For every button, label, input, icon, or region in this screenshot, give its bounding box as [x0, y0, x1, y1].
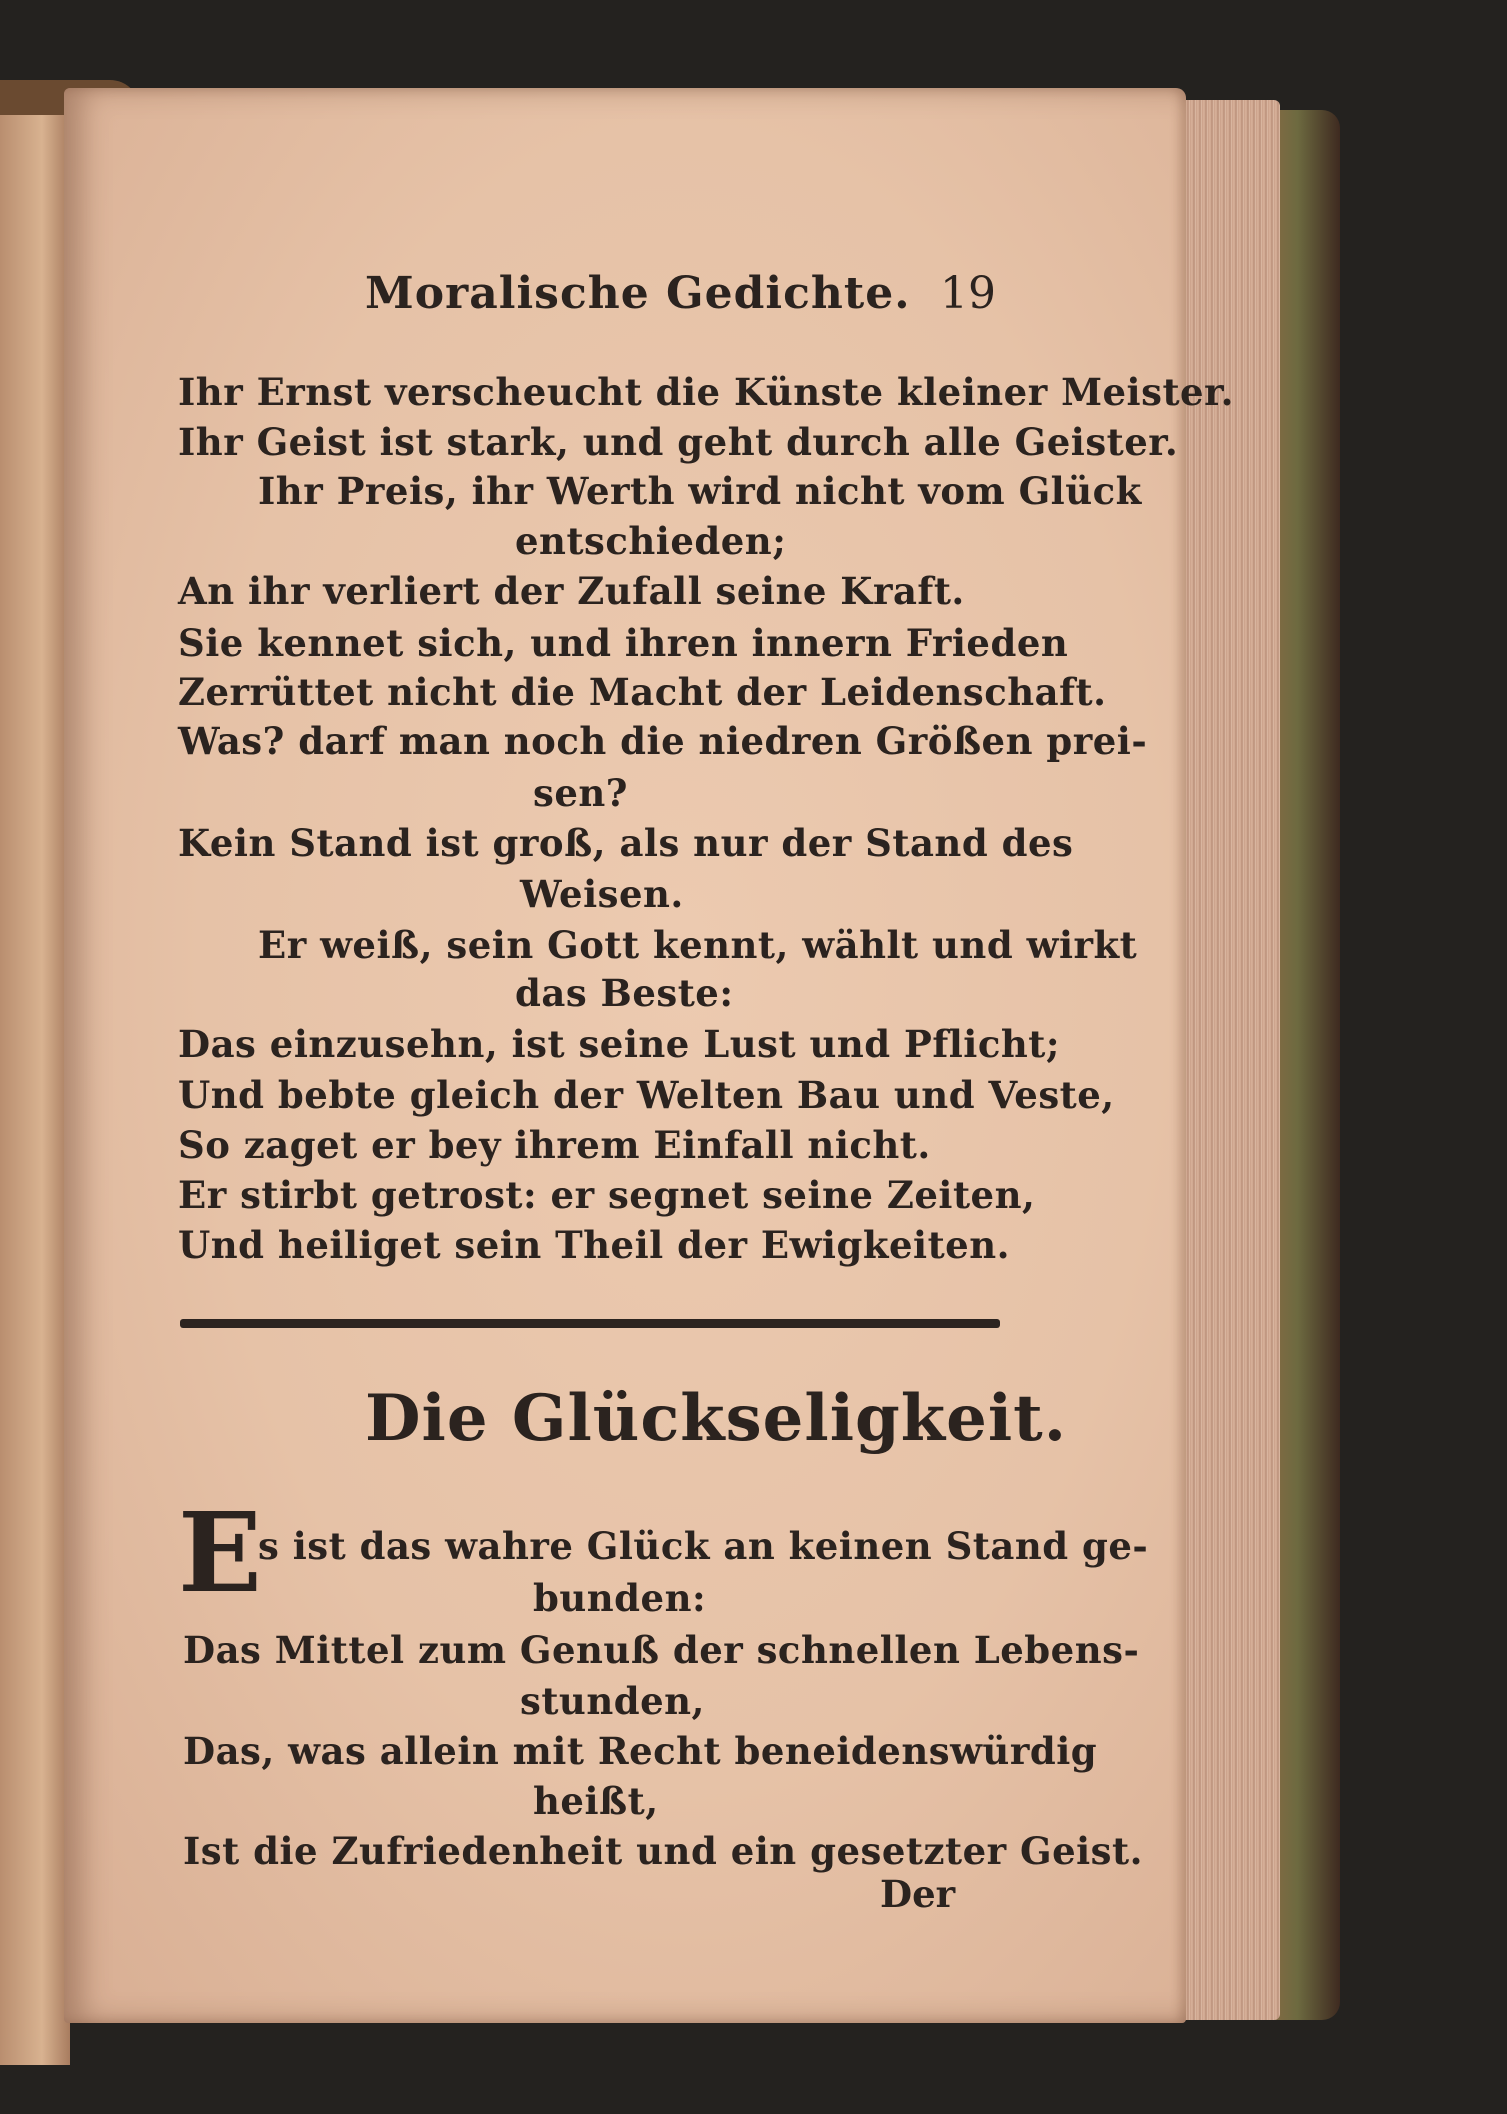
poem-line: Ist die Zufriedenheit und ein gesetzter Geist.: [183, 1829, 1143, 1873]
poem-line: An ihr verliert der Zufall seine Kraft.: [178, 569, 965, 613]
poem-line: Er weiß, sein Gott kennt, wählt und wirkt: [258, 923, 1138, 967]
poem-line: Sie kennet sich, und ihren innern Frieden: [178, 621, 1069, 665]
poem-line: Und heiliget sein Theil der Ewigkeiten.: [178, 1223, 1011, 1267]
poem-title: Die Glückseligkeit.: [365, 1381, 1067, 1456]
poem-line: Das, was allein mit Recht beneidenswürdig: [183, 1729, 1098, 1773]
poem-line: stunden,: [520, 1679, 705, 1723]
poem-line: Kein Stand ist groß, als nur der Stand des: [178, 821, 1074, 865]
poem-line: Das Mittel zum Genuß der schnellen Lebens-: [183, 1628, 1140, 1672]
poem-line: Ihr Ernst verscheucht die Künste kleiner Meister.: [178, 370, 1235, 414]
poem-line: Ihr Preis, ihr Werth wird nicht vom Glück: [258, 469, 1142, 513]
poem-line: Ihr Geist ist stark, und geht durch alle Geister.: [178, 420, 1179, 464]
poem-line: Was? darf man noch die niedren Größen prei-: [178, 719, 1148, 763]
poem-line: sen?: [533, 771, 628, 815]
poem-line: Zerrüttet nicht die Macht der Leidenschaft.: [178, 670, 1107, 714]
section-divider: [180, 1319, 1000, 1328]
poem-line: Er stirbt getrost: er segnet seine Zeiten,: [178, 1173, 1036, 1217]
poem-line: bunden:: [533, 1576, 707, 1620]
poem-line: Weisen.: [520, 872, 684, 916]
catchword: Der: [880, 1872, 956, 1916]
poem-line: das Beste:: [515, 971, 734, 1015]
poem-line: Das einzusehn, ist seine Lust und Pflicht;: [178, 1022, 1061, 1066]
page-number: 19: [940, 268, 996, 319]
drop-cap: E: [178, 1488, 262, 1617]
left-page-edge: [0, 115, 70, 2065]
poem-line: So zaget er bey ihrem Einfall nicht.: [178, 1123, 931, 1167]
poem-line: heißt,: [533, 1779, 659, 1823]
running-title: Moralische Gedichte.: [365, 268, 911, 319]
poem-line: Und bebte gleich der Welten Bau und Veste,: [178, 1073, 1115, 1117]
poem-line: entschieden;: [515, 519, 787, 563]
poem-line: s ist das wahre Glück an keinen Stand ge-: [258, 1524, 1149, 1568]
